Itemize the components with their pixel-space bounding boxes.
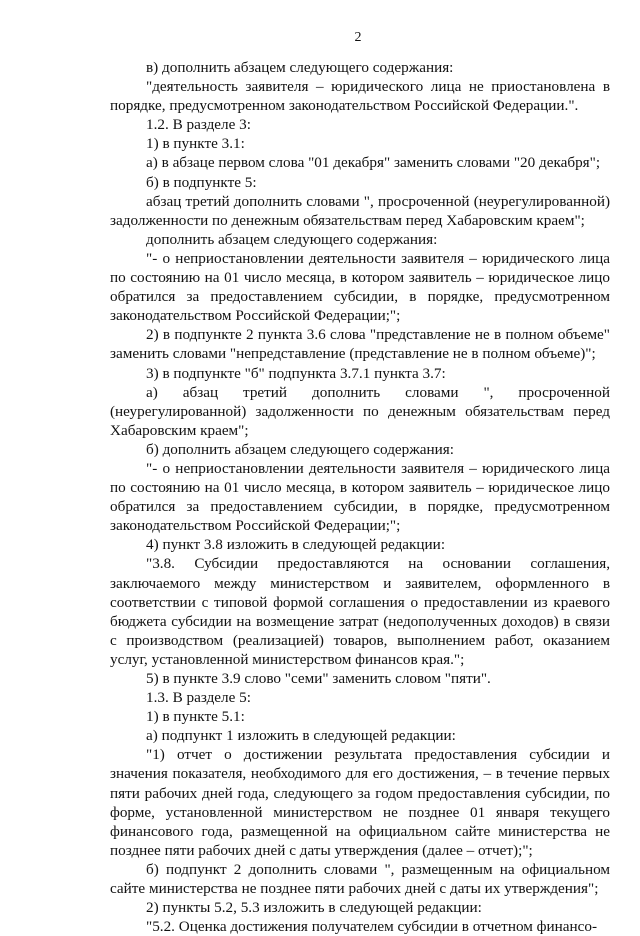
- paragraph: б) в подпункте 5:: [146, 173, 257, 191]
- paragraph: 3) в подпункте "б" подпункта 3.7.1 пункта 3.7:: [146, 364, 446, 382]
- page-number: 2: [354, 30, 362, 45]
- paragraph: 1) в пункте 5.1:: [146, 708, 245, 726]
- paragraph: в) дополнить абзацем следующего содержания:: [146, 59, 454, 76]
- paragraph: а) в абзаце первом слова "01 декабря" заменить словами "20 декабря";: [146, 154, 601, 172]
- paragraph: б) подпункт 2 дополнить словами ", размещенным на официальном сайте министерства не позднее пяти рабочих дней с даты их утверждения";: [110, 860, 610, 898]
- paragraph: "- о неприостановлении деятельности заявителя – юридического лица по состоянию на 01 число месяца, в котором заявитель – юридическое лицо обратился за предоставлением субсидии, в порядке, предусмотренном законодательством Российской Федерации;";: [110, 249, 610, 325]
- paragraph: "1) отчет о достижении результата предоставления субсидии и значения показателя, необходимого для его достижения, – в течение первых пяти рабочих дней года, следующего за годом предоставления субсидии, по форме, установленной министерством не позднее 01 января текущего финансового года, размещенной на официальном сайте министерства не позднее пяти рабочих дней с даты утверждения (далее – отчет);";: [110, 746, 610, 859]
- document-body: [110, 58, 610, 936]
- paragraph: абзац третий дополнить словами ", просроченной (неурегулированной) задолженности по денежным обязательствам перед Хабаровским краем";: [110, 192, 610, 229]
- paragraph: "- о неприостановлении деятельности заявителя – юридического лица по состоянию на 01 число месяца, в котором заявитель – юридическое лицо обратился за предоставлением субсидии, в порядке, предусмотренном законодательством Российской Федерации;";: [110, 459, 610, 535]
- paragraph: 1.2. В разделе 3:: [146, 116, 251, 134]
- paragraph: а) абзац третий дополнить словами ", просроченной (неурегулированной) задолженности по денежным обязательствам перед Хабаровским краем";: [110, 383, 610, 439]
- paragraph: 2) в подпункте 2 пункта 3.6 слова "представление не в полном объеме" заменить словами "непредставление (представление не в полном объеме)";: [110, 326, 610, 363]
- paragraph: 1) в пункте 3.1:: [146, 135, 245, 153]
- paragraph: 5) в пункте 3.9 слово "семи" заменить словом "пяти".: [146, 670, 491, 687]
- paragraph: а) подпункт 1 изложить в следующей редакции:: [146, 727, 456, 745]
- paragraph: 2) пункты 5.2, 5.3 изложить в следующей редакции:: [146, 899, 482, 917]
- paragraph: дополнить абзацем следующего содержания:: [146, 230, 438, 248]
- paragraph: "деятельность заявителя – юридического лица не приостановлена в порядке, предусмотренном законодательством Российской Федерации.".: [110, 78, 610, 115]
- paragraph: "3.8. Субсидии предоставляются на основании соглашения, заключаемого между министерством и заявителем, оформленного в соответствии с типовой формой соглашения о предоставлении из краевого бюджета субсидии на возмещение затрат (недополученных доходов) в связи с производством (реализацией) товаров, выполнением работ, оказанием услуг, установленной министерством финансов края.";: [110, 555, 610, 668]
- paragraph: "5.2. Оценка достижения получателем субсидии в отчетном финансо-: [146, 918, 598, 936]
- paragraph: 1.3. В разделе 5:: [146, 689, 251, 707]
- paragraph: б) дополнить абзацем следующего содержания:: [146, 440, 454, 458]
- paragraph: 4) пункт 3.8 изложить в следующей редакции:: [146, 536, 446, 554]
